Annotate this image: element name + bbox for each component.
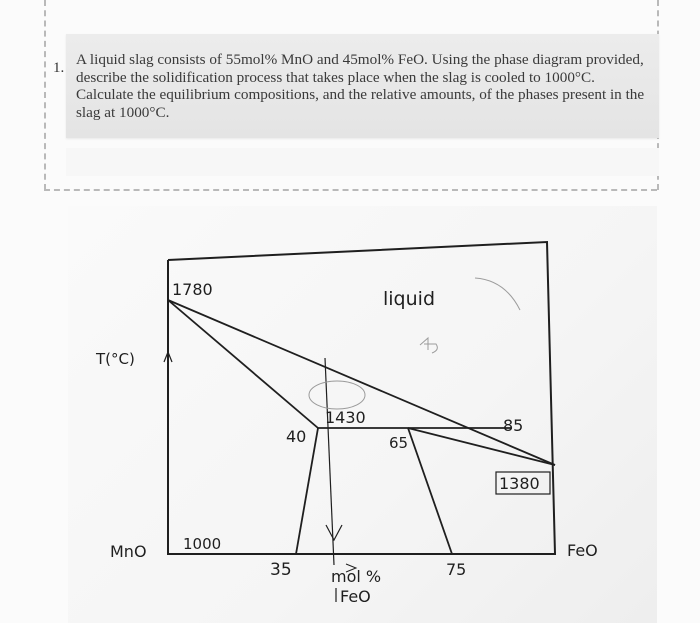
label-liquid: liquid	[383, 288, 435, 310]
pencil-mark	[420, 338, 437, 353]
pencil-circle	[309, 381, 365, 409]
solvus-right	[408, 428, 452, 554]
label-40: 40	[286, 427, 307, 446]
pencil-scribble	[475, 278, 520, 310]
liquidus-line	[168, 300, 555, 465]
label-35: 35	[270, 560, 292, 580]
question-number: 1.	[53, 60, 65, 76]
label-1780: 1780	[172, 280, 213, 299]
composition-line	[325, 358, 334, 565]
right-component-label: FeO	[567, 541, 598, 560]
left-component-label: MnO	[110, 542, 147, 561]
x-axis-label-line1: mol %	[331, 567, 382, 586]
diagram-frame	[168, 242, 555, 554]
label-1430: 1430	[325, 408, 366, 427]
solidus-left	[168, 300, 318, 428]
question-text: A liquid slag consists of 55mol% MnO and 45mol% FeO. Using the phase diagram provided, describe the solidification process that takes place when the slag is cooled to 1000°C. Calculate the equilibrium compositions, and the relative amounts, of the phases present in the slag at 1000°C.	[76, 51, 645, 121]
label-1380: 1380	[499, 474, 540, 493]
y-axis-label: T(°C)	[96, 350, 135, 368]
label-65: 65	[389, 434, 409, 452]
solvus-left	[296, 428, 318, 554]
arrow-down-icon	[326, 525, 342, 540]
label-1000: 1000	[183, 535, 222, 553]
x-axis-label-line2: FeO	[340, 587, 371, 606]
label-85: 85	[503, 416, 524, 435]
label-75: 75	[446, 560, 467, 579]
